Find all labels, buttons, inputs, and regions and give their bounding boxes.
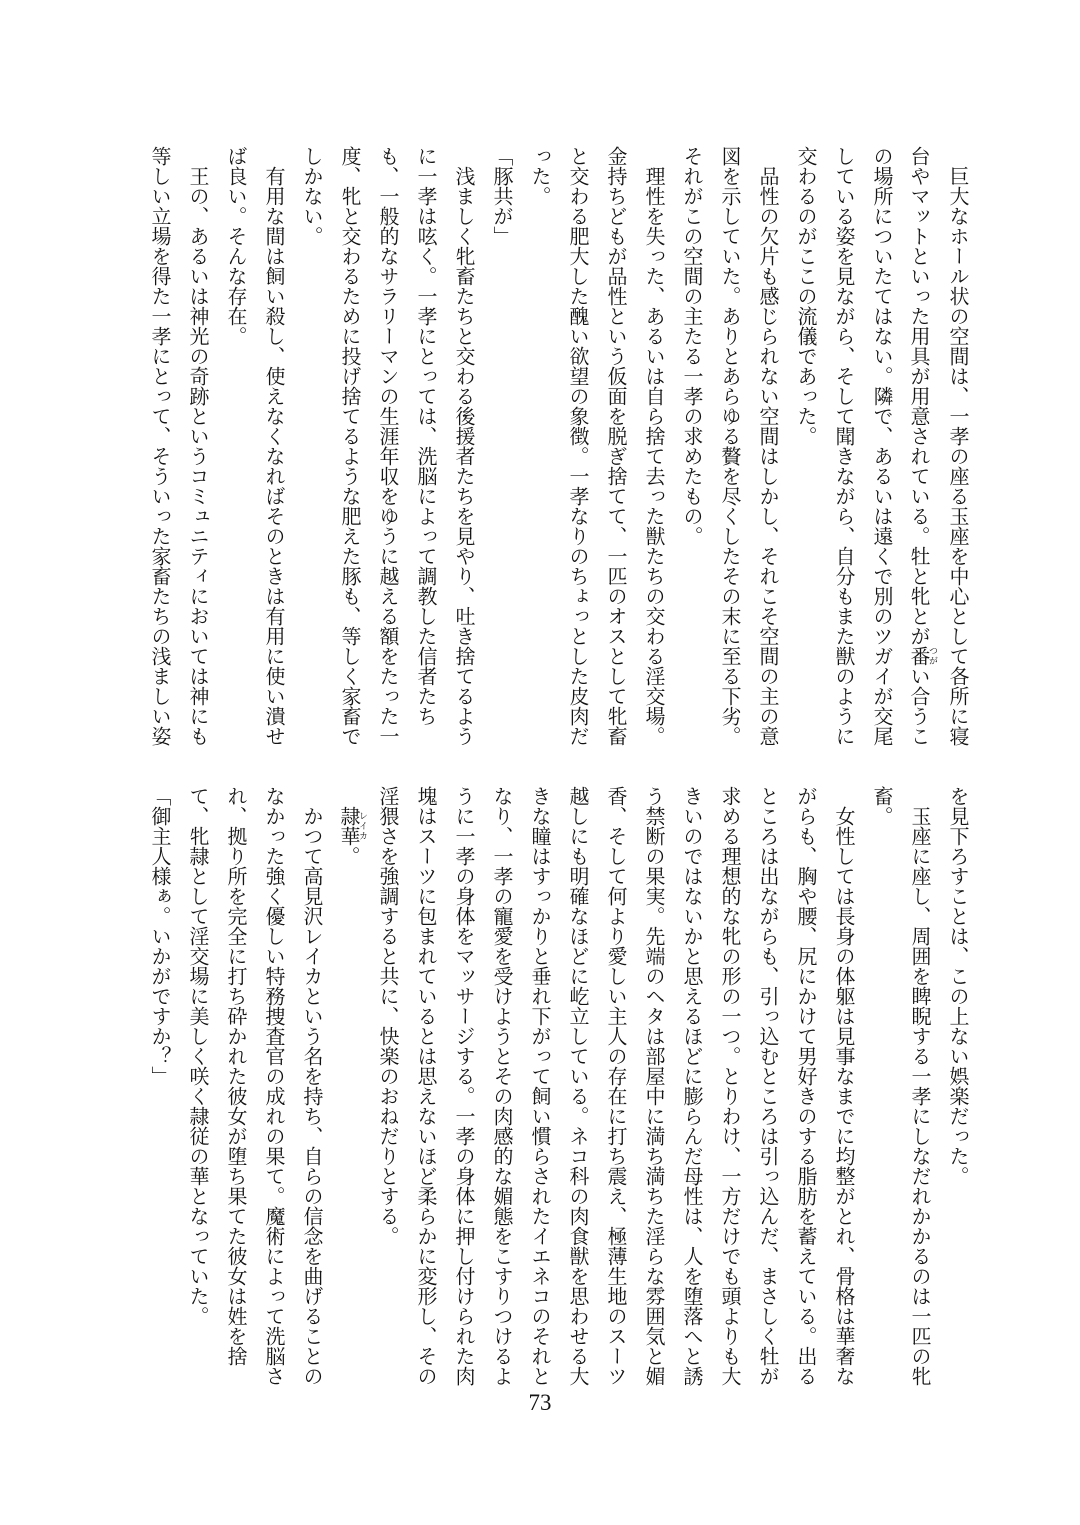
text-column: している姿を見ながら、そして聞きながら、自分もまた獣のように	[832, 146, 854, 746]
text-column: 畜。	[870, 786, 892, 826]
text-column: に一孝は呟く。一孝にとっては、洗脳によって調教した信者たち	[414, 146, 436, 726]
text-column: 金持ちどもが品性という仮面を脱ぎ捨てて、一匹のオスとして牝畜	[604, 146, 626, 746]
ruby-annotated-word: 番 つが	[907, 646, 938, 666]
text-column: 台やマットといった用具が用意されている。牡と牝とが番 つがい合うこ	[907, 146, 938, 746]
text-column: 隷華 レイカ。	[337, 806, 368, 866]
text-column: 淫猥さを強調すると共に、快楽のおねだりとする。	[376, 786, 398, 1246]
text-column: 求める理想的な牝の形の一つ。とりわけ、一方だけでも頭よりも大	[718, 786, 740, 1386]
text-column: ば良い。そんな存在。	[224, 146, 246, 346]
text-column: しかない。	[300, 146, 322, 246]
text-column: それがこの空間の主たる一孝の求めたもの。	[680, 146, 702, 546]
text-column: 玉座に座し、周囲を睥睨する一孝にしなだれかかるのは一匹の牝	[908, 786, 930, 1386]
text-column: なかった強く優しい特務捜査官の成れの果て。魔術によって洗脳さ	[262, 786, 284, 1386]
text-column: れ、拠り所を完全に打ち砕かれた彼女が堕ち果てた彼女は姓を捨	[224, 786, 246, 1366]
text-column: 「御主人様ぁ。いかがですか？」	[148, 786, 170, 1086]
text-column: 香、そして何より愛しい主人の存在に打ち震え、極薄生地のスーツ	[604, 786, 626, 1386]
text-column: 等しい立場を得た一孝にとって、そういった家畜たちの浅ましい姿	[148, 146, 170, 746]
page-number: 73	[528, 1390, 552, 1415]
text-column: きいのではないかと思えるほどに膨らんだ母性は、人を堕落へと誘	[680, 786, 702, 1386]
text-block-lower	[140, 786, 976, 1390]
text-column: 「豚共が」	[490, 146, 512, 246]
text-column: ところは出ながらも、引っ込むところは引っ込んだ、まさしく牡が	[756, 786, 778, 1386]
text-block-upper	[140, 146, 976, 750]
text-column: なり、一孝の寵愛を受けようとその肉感的な媚態をこすりつけるよ	[490, 786, 512, 1386]
text-column: 理性を失った、あるいは自ら捨て去った獣たちの交わる淫交場。	[642, 146, 664, 746]
text-column: を見下ろすことは、この上ない娯楽だった。	[946, 786, 968, 1186]
text-column: 図を示していた。ありとあらゆる贅を尽くしたその末に至る下劣。	[718, 146, 740, 746]
text-column: て、牝隷として淫交場に美しく咲く隷従の華となっていた。	[186, 786, 208, 1326]
text-column: 女性しては長身の体躯は見事なまでに均整がとれ、骨格は華奢な	[832, 786, 854, 1386]
text-column: 交わるのがここの流儀であった。	[794, 146, 816, 446]
text-column: 度、牝と交わるために投げ捨てるような肥えた豚も、等しく家畜で	[338, 146, 360, 746]
text-column: と交わる肥大した醜い欲望の象徴。一孝なりのちょっとした皮肉だ	[566, 146, 588, 746]
text-column: 品性の欠片も感じられない空間はしかし、それこそ空間の主の意	[756, 146, 778, 746]
text-column: がらも、胸や腰、尻にかけて男好きのする脂肪を蓄えている。出る	[794, 786, 816, 1386]
text-column: 有用な間は飼い殺し、使えなくなればそのときは有用に使い潰せ	[262, 146, 284, 746]
text-column: 王の、あるいは神光の奇跡というコミュニティにおいては神にも	[186, 146, 208, 746]
text-column: うに一孝の身体をマッサージする。一孝の身体に押し付けられた肉	[452, 786, 474, 1386]
text-column: かつて高見沢レイカという名を持ち、自らの信念を曲げることの	[300, 786, 322, 1386]
text-column: 浅ましく牝畜たちと交わる後援者たちを見やり、吐き捨てるよう	[452, 146, 474, 746]
text-column: った。	[528, 146, 550, 206]
text-column: う禁断の果実。先端のヘタは部屋中に満ち満ちた淫らな雰囲気と媚	[642, 786, 664, 1386]
text-column: きな瞳はすっかりと垂れ下がって飼い慣らされたイエネコのそれと	[528, 786, 550, 1386]
ruby-annotated-word: 隷華 レイカ	[337, 806, 368, 846]
text-column: 越しにも明確なほどに屹立している。ネコ科の肉食獣を思わせる大	[566, 786, 588, 1386]
text-column: の場所についたてはない。隣で、あるいは遠くで別のツガイが交尾	[870, 146, 892, 746]
text-column: 巨大なホール状の空間は、一孝の座る玉座を中心として各所に寝	[946, 146, 968, 746]
text-column: も、一般的なサラリーマンの生涯年収をゆうに越える額をたった一	[376, 146, 398, 746]
text-column: 塊はスーツに包まれているとは思えないほど柔らかに変形し、その	[414, 786, 436, 1386]
